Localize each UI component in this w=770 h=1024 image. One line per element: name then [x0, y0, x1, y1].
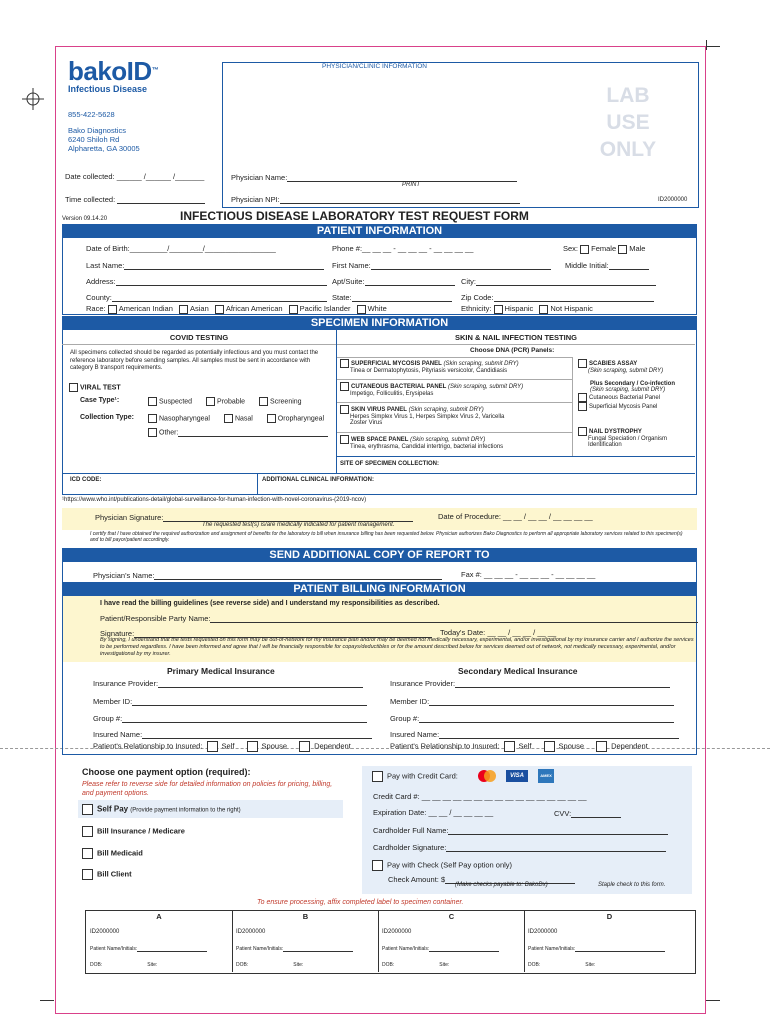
patient-info-bar: PATIENT INFORMATION — [62, 224, 697, 238]
scabies-assay[interactable]: SCABIES ASSAY (Skin scraping, submit DRY) — [578, 359, 693, 374]
mastercard-icon — [476, 769, 498, 788]
choose-dna: Choose DNA (PCR) Panels: — [470, 347, 555, 354]
label-col-c: C — [448, 912, 455, 921]
copy-fax[interactable]: Fax #: __ __ __ - __ __ __ - __ __ __ __ — [461, 570, 596, 579]
plus-secondary: Plus Secondary / Co-infection (Skin scraping, submit DRY) Cutaneous Bacterial Panel Superficial Mycosis Panel — [578, 381, 696, 411]
case-checkbox[interactable] — [206, 397, 215, 406]
label-dob[interactable]: DOB: Site: — [236, 962, 304, 968]
first-name-field[interactable]: First Name: — [332, 260, 551, 270]
covid-header: COVID TESTING — [62, 333, 336, 345]
icd-divider — [257, 473, 258, 494]
nail-dystrophy[interactable]: NAIL DYSTROPHY Fungal Speciation / Organism Identification — [578, 427, 693, 448]
cardholder-signature[interactable]: Cardholder Signature: — [373, 842, 666, 852]
case-type-options: Suspected Probable Screening — [148, 397, 302, 406]
physician-name-field[interactable]: Physician Name: — [231, 172, 517, 182]
race-checkbox[interactable] — [179, 305, 188, 314]
rel-checkbox[interactable] — [247, 741, 258, 752]
form-title: INFECTIOUS DISEASE LABORATORY TEST REQUEST FORM — [180, 209, 529, 223]
logo-brand: bakoID — [68, 56, 152, 86]
lab-use-only: LAB USE ONLY — [599, 84, 657, 161]
visa-icon: VISA — [506, 770, 528, 782]
state-field[interactable]: State: — [332, 292, 452, 302]
collection-options: Nasopharyngeal Nasal Oropharyngeal — [148, 414, 324, 423]
primary-relationship: Patient's Relationship to Insured: Self Spouse Dependent — [93, 741, 351, 751]
primary-group[interactable]: Group #: — [93, 713, 367, 723]
send-copy-bar: SEND ADDITIONAL COPY OF REPORT TO — [62, 548, 697, 562]
phone-field[interactable]: Phone #:__ __ __ - __ __ __ - __ __ __ __ — [332, 244, 474, 253]
bill-medicaid-option[interactable]: Bill Medicaid — [82, 848, 143, 859]
case-checkbox[interactable] — [259, 397, 268, 406]
site-sep — [337, 456, 695, 457]
crop-line — [55, 46, 706, 47]
sex-field: Sex: Female Male — [563, 244, 646, 253]
panel-web-space[interactable]: WEB SPACE PANEL (Skin scraping, submit DRY) Tinea, erythrasma, Candidal intertrigo, bacterial infections — [340, 435, 570, 450]
label-col-a: A — [156, 912, 162, 921]
logo-tm: ™ — [151, 67, 159, 74]
label-patient[interactable]: Patient Name/Initials: — [236, 945, 353, 952]
check-option[interactable]: Pay with Check (Self Pay option only) — [372, 860, 512, 871]
staple-note: Staple check to this form. — [598, 882, 666, 888]
bill-client-option[interactable]: Bill Client — [82, 869, 132, 880]
billing-bar: PATIENT BILLING INFORMATION — [62, 582, 697, 596]
who-footnote: ¹https://www.who.int/publications-detail/global-surveillance-for-human-infection-with-novel-coronavirus-(2019-ncov) — [62, 497, 367, 503]
race-checkbox[interactable] — [108, 305, 117, 314]
case-type-label: Case Type¹: — [80, 397, 120, 404]
time-collected[interactable]: Time collected: — [65, 194, 205, 204]
site-collection[interactable]: SITE OF SPECIMEN COLLECTION: — [340, 461, 440, 467]
label-id: ID2000000 — [236, 929, 266, 935]
secondary-group[interactable]: Group #: — [390, 713, 674, 723]
panel-sep — [337, 357, 572, 358]
contact-address — [68, 126, 140, 153]
bill-insurance-option[interactable]: Bill Insurance / Medicare — [82, 826, 185, 837]
billing-read: I have read the billing guidelines (see reverse side) and I understand my responsibilities as described. — [100, 600, 440, 607]
other-field[interactable]: Other: — [148, 428, 328, 437]
crop-mark — [40, 1000, 54, 1001]
label-id: ID2000000 — [382, 929, 412, 935]
self-pay-option[interactable]: Self Pay (Provide payment information to the right) — [82, 804, 241, 815]
panel-sep — [337, 379, 572, 380]
case-checkbox[interactable] — [148, 397, 157, 406]
physician-npi-field[interactable]: Physician NPI: — [231, 194, 520, 204]
last-name-field[interactable]: Last Name: — [86, 260, 324, 270]
primary-provider[interactable]: Insurance Provider: — [93, 678, 363, 688]
expiration-date[interactable]: Expiration Date: __ __ / __ __ __ __ — [373, 808, 494, 817]
secondary-member[interactable]: Member ID: — [390, 696, 674, 706]
certify-note: I certify that I have obtained the required authorization and assignment of benefits for the laboratory to bill when insurance billing has been requested below. Physician authorizes Bako Diagnostics to perform all appropriate laboratory services related to this specimen(s) and to bill payor/patient accordingly. — [90, 531, 683, 543]
payable-note: (Make checks payable to: BakoDx) — [455, 882, 548, 888]
label-dob[interactable]: DOB: Site: — [382, 962, 450, 968]
affix-note: To ensure processing, affix completed label to specimen container. — [257, 899, 464, 906]
rel-checkbox[interactable] — [596, 741, 607, 752]
collection-checkbox[interactable] — [267, 414, 276, 423]
secondary-insurance: Secondary Medical Insurance — [458, 666, 578, 676]
label-id: ID2000000 — [528, 929, 558, 935]
crop-mark — [706, 1000, 720, 1001]
viral-test[interactable]: VIRAL TEST — [69, 383, 121, 392]
label-patient[interactable]: Patient Name/Initials: — [528, 945, 665, 952]
primary-insured[interactable]: Insured Name: — [93, 729, 372, 739]
label-col-b: B — [302, 912, 309, 921]
crop-mark — [706, 40, 707, 50]
credit-card-option[interactable]: Pay with Credit Card: — [372, 771, 458, 782]
race-checkbox[interactable] — [215, 305, 224, 314]
billing-signature[interactable]: Signature: — [100, 628, 432, 638]
panel-sep — [337, 432, 572, 433]
copy-physician-name[interactable]: Physician's Name: — [93, 570, 442, 580]
label-col-d: D — [606, 912, 613, 921]
print-note: PRINT — [402, 182, 420, 188]
cvv-field[interactable]: CVV: — [554, 808, 621, 818]
rel-checkbox[interactable] — [544, 741, 555, 752]
contact-city: Alpharetta, GA 30005 — [68, 144, 140, 153]
ethnicity-checkbox[interactable] — [494, 305, 503, 314]
billing-disclaimer: By signing, I understand that the tests requested on this form may be out-of-network for my insurance plan and/or may be deemed not medically necessary, experimental, and/or investigational by my insurance carrier and I authorize the services to be performed regardless. I have been informed and agree that I will be financially responsible for copays/deductibles or for the amount described below for services deemed out of network, not medically necessary, experimental, and/or investigational by my insurer. — [100, 637, 694, 657]
crop-mark — [706, 46, 720, 47]
city-field[interactable]: City: — [461, 276, 656, 286]
dob-field[interactable]: Date of Birth:_________/________/_________________ — [86, 244, 276, 253]
secondary-checkbox[interactable] — [578, 393, 587, 402]
amex-icon: AMEX — [538, 769, 554, 783]
collection-checkbox[interactable] — [224, 414, 233, 423]
contact-phone: 855-422-5628 — [68, 110, 115, 119]
skin-header: SKIN & NAIL INFECTION TESTING — [337, 333, 695, 345]
check-amount[interactable]: Check Amount: $ — [388, 874, 575, 884]
req-note: The requested test(s) is/are medically indicated for patient management. — [202, 522, 395, 528]
version: Version 09.14.20 — [62, 216, 108, 222]
date-collected[interactable]: Date collected: ______ /______ /_______ — [65, 172, 205, 181]
address-field[interactable]: Address: — [86, 276, 327, 286]
clinic-header: PHYSICIAN/CLINIC INFORMATION — [322, 63, 427, 70]
zip-field[interactable]: Zip Code: — [461, 292, 654, 302]
label-patient[interactable]: Patient Name/Initials: — [382, 945, 499, 952]
physician-signature[interactable]: Physician Signature: — [95, 512, 413, 522]
crop-line — [55, 1013, 706, 1014]
primary-insurance: Primary Medical Insurance — [167, 666, 275, 676]
panel-skin-virus[interactable]: SKIN VIRUS PANEL (Skin scraping, submit DRY) Herpes Simplex Virus 1, Herpes Simplex Virus 2, Varicella Zoster Virus — [340, 405, 570, 426]
race-checkbox[interactable] — [357, 305, 366, 314]
covid-note: All specimens collected should be regarded as potentially infectious and you must contact the reference laboratory before sending samples. All samples must be sent in accordance with category B transport requirements. — [70, 350, 319, 371]
cardholder-name[interactable]: Cardholder Full Name: — [373, 825, 668, 835]
clinic-id: ID2000000 — [658, 197, 688, 203]
contact-company: Bako Diagnostics — [68, 126, 126, 135]
payment-note: Please refer to reverse side for detailed information on policies for pricing, billing, and payment options. — [82, 781, 333, 797]
label-patient[interactable]: Patient Name/Initials: — [90, 945, 207, 952]
label-dob[interactable]: DOB: Site: — [528, 962, 596, 968]
credit-card-number[interactable]: Credit Card #: __ __ __ __ __ __ __ __ __ __ __ __ __ __ __ __ — [373, 792, 587, 801]
county-field[interactable]: County: — [86, 292, 327, 302]
logo-subtitle: Infectious Disease — [68, 84, 148, 94]
primary-member[interactable]: Member ID: — [93, 696, 367, 706]
today-date[interactable]: Today's Date: __ __ / __ __ / __ __ — [440, 628, 557, 637]
secondary-insured[interactable]: Insured Name: — [390, 729, 679, 739]
female-checkbox[interactable] — [580, 245, 589, 254]
logo — [68, 58, 158, 94]
registration-mark — [22, 88, 44, 110]
race-field: Race: American Indian Asian African American Pacific Islander White — [86, 304, 387, 313]
secondary-relationship: Patient's Relationship to Insured: Self Spouse Dependent — [390, 741, 648, 751]
panel-divider — [572, 357, 573, 456]
specimen-info-bar: SPECIMEN INFORMATION — [62, 316, 697, 330]
panel-superficial[interactable]: SUPERFICIAL MYCOSIS PANEL (Skin scraping, submit DRY) Tinea or Dermatophytosis, Pityriasis versicolor, Candidiasis — [340, 359, 570, 374]
icd-sep — [62, 473, 695, 474]
male-checkbox[interactable] — [618, 245, 627, 254]
contact-street: 6240 Shiloh Rd — [68, 135, 120, 144]
rel-checkbox[interactable] — [207, 741, 218, 752]
race-checkbox[interactable] — [289, 305, 298, 314]
crop-line — [705, 46, 706, 1014]
secondary-provider[interactable]: Insurance Provider: — [390, 678, 670, 688]
middle-initial-field[interactable]: Middle Initial: — [565, 260, 649, 270]
rel-checkbox[interactable] — [504, 741, 515, 752]
label-id: ID2000000 — [90, 929, 120, 935]
apt-field[interactable]: Apt/Suite: — [332, 276, 455, 286]
clinical-info[interactable]: ADDITIONAL CLINICAL INFORMATION: — [262, 477, 374, 483]
payment-header: Choose one payment option (required): — [82, 767, 251, 777]
icd-code[interactable]: ICD CODE: — [70, 477, 102, 483]
responsible-party[interactable]: Patient/Responsible Party Name: — [100, 613, 698, 623]
panel-sep — [337, 402, 572, 403]
ethnicity-checkbox[interactable] — [539, 305, 548, 314]
collection-checkbox[interactable] — [148, 414, 157, 423]
panel-bacterial[interactable]: CUTANEOUS BACTERIAL PANEL (Skin scraping, submit DRY) Impetigo, Folliculitis, Erysipelas — [340, 382, 570, 397]
label-dob[interactable]: DOB: Site: — [90, 962, 158, 968]
rel-checkbox[interactable] — [299, 741, 310, 752]
secondary-checkbox[interactable] — [578, 402, 587, 411]
collection-type-label: Collection Type: — [80, 414, 134, 421]
ethnicity-field: Ethnicity: Hispanic Not Hispanic — [461, 304, 593, 313]
crop-line — [55, 46, 56, 1014]
date-of-procedure[interactable]: Date of Procedure: __ __ / __ __ / __ __ __ __ — [438, 512, 593, 521]
